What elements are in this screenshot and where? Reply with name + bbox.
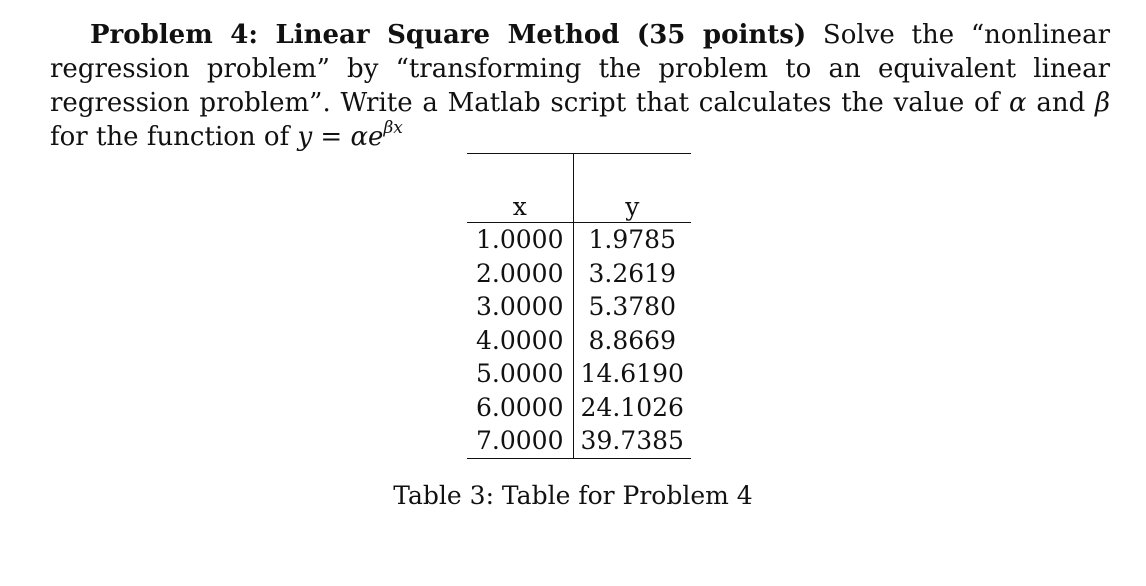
data-table <box>467 153 691 459</box>
cell-x: 5.0000 <box>467 357 573 391</box>
formula <box>297 118 403 152</box>
table-top-rule-row <box>467 154 691 193</box>
cell-y: 1.9785 <box>588 225 676 254</box>
formula-lhs: y <box>297 122 313 152</box>
table-row <box>467 257 691 291</box>
problem-statement <box>50 18 1110 154</box>
cell-x: 3.0000 <box>467 290 573 324</box>
cell-x: 2.0000 <box>467 257 573 291</box>
cell-x: 1.0000 <box>467 223 573 257</box>
column-header-x: x <box>467 192 573 223</box>
cell-x: 7.0000 <box>467 424 573 458</box>
problem-heading: Problem 4: Linear Square Method (35 points) <box>90 20 807 50</box>
table-row <box>467 391 691 425</box>
table-row <box>467 424 691 458</box>
table-row <box>467 324 691 358</box>
table-body <box>467 223 691 459</box>
cell-y: 5.3780 <box>588 292 676 321</box>
column-header-y: y <box>573 192 691 223</box>
cell-y: 3.2619 <box>588 258 676 288</box>
table-row <box>467 290 691 324</box>
alpha-symbol: α <box>1009 88 1027 118</box>
cell-x: 6.0000 <box>467 391 573 425</box>
problem-text-part2: for the function of <box>50 122 298 152</box>
problem-text-and: and <box>1026 88 1095 118</box>
table-header-row <box>467 192 691 223</box>
beta-symbol: β <box>1094 88 1110 118</box>
cell-y: 39.7385 <box>573 424 691 458</box>
cell-y: 14.6190 <box>580 359 684 388</box>
problem-text-part1: Solve the “nonlinear regression problem” by “transforming the problem to an equivalent linear regression problem”. Write a Matlab script that calculates the value of <box>50 20 1110 118</box>
formula-base: αe <box>350 122 384 152</box>
cell-x: 4.0000 <box>467 324 573 358</box>
formula-equals: = <box>312 122 351 152</box>
table-row <box>467 223 691 257</box>
data-table-container <box>467 153 691 459</box>
formula-exponent: βx <box>383 118 403 138</box>
table-caption: Table 3: Table for Problem 4 <box>393 481 753 510</box>
cell-y: 24.1026 <box>580 392 684 422</box>
table-row <box>467 357 691 391</box>
cell-y: 8.8669 <box>588 325 676 355</box>
